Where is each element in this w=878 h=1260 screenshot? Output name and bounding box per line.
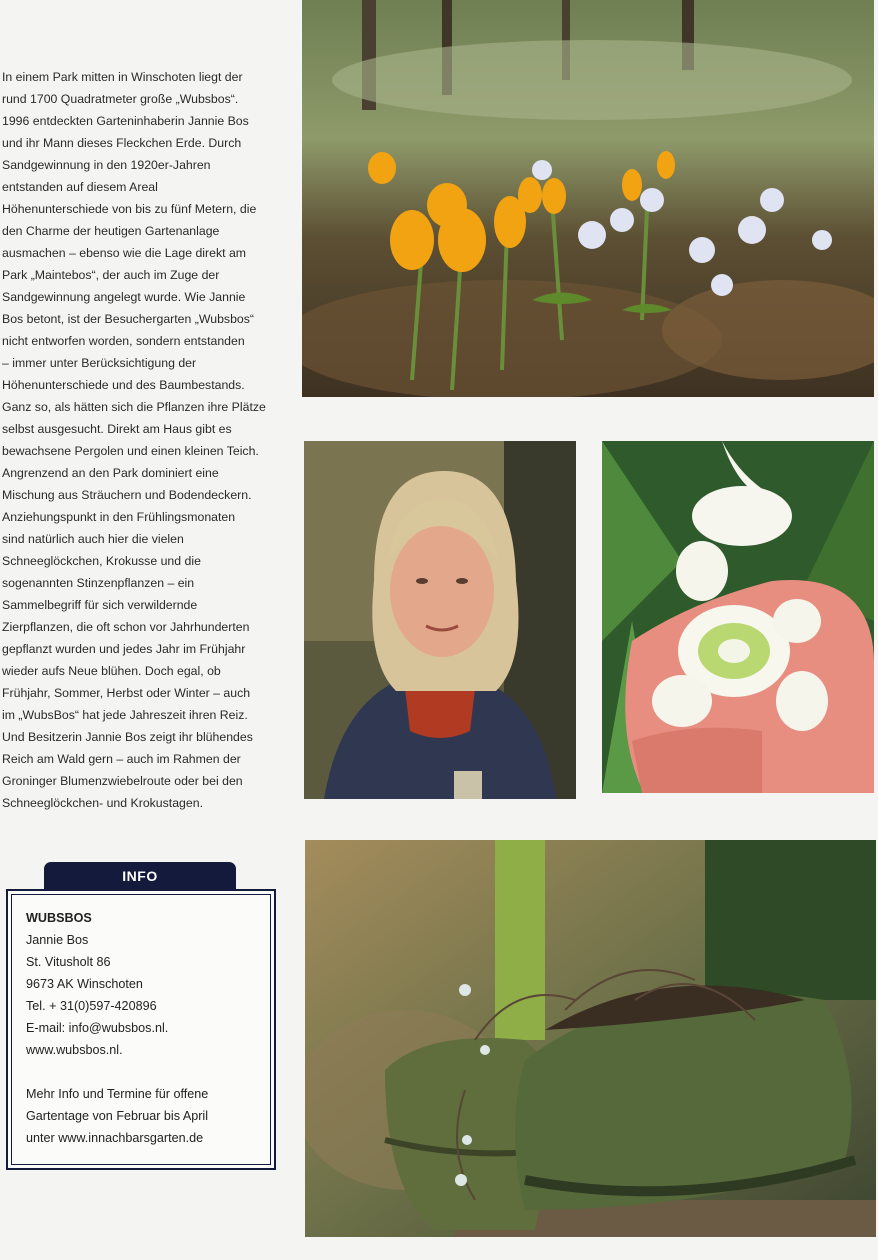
article-line: Anziehungspunkt in den Frühlingsmonaten [2,510,236,524]
info-spacer [26,1061,264,1083]
article-line: Höhenunterschiede und des Baumbestands. [2,378,245,392]
info-website: www.wubsbos.nl. [26,1043,123,1057]
article-line: Bos betont, ist der Besuchergarten „Wubsbos“ [2,312,254,326]
article-line: Sammelbegriff für sich verwildernde [2,598,198,612]
article-line: selbst ausgesucht. Direkt am Haus gibt es [2,422,232,436]
article-line: ausmachen – ebenso wie die Lage direkt am [2,246,247,260]
info-more-line: Gartentage von Februar bis April [26,1109,209,1123]
article-line: – immer unter Berücksichtigung der [2,356,197,370]
article-line: Angrenzend an den Park dominiert eine [2,466,219,480]
info-more-line: unter www.innachbarsgarten.de [26,1131,204,1145]
article-line: sogenannten Stinzenpflanzen – ein [2,576,195,590]
article-line: Mischung aus Sträuchern und Bodendeckern. [2,488,252,502]
info-street: St. Vitusholt 86 [26,955,111,969]
snowdrop-in-hand-photo [602,441,874,793]
info-contact: Jannie Bos [26,933,89,947]
article-line: sind natürlich auch hier die vielen [2,532,184,546]
info-name: WUBSBOS [26,911,92,925]
article-line: gepflanzt wurden und jedes Jahr im Frühjahr [2,642,246,656]
article-line: 1996 entdeckten Garteninhaberin Jannie Bos [2,114,249,128]
article-line: im „WubsBos“ hat jede Jahreszeit ihren Reiz. [2,708,248,722]
info-more-line: Mehr Info und Termine für offene [26,1087,209,1101]
info-content [26,907,264,1149]
info-city: 9673 AK Winschoten [26,977,143,991]
article-line: nicht entworfen worden, sondern entstanden [2,334,245,348]
article-body [2,66,274,814]
article-line: Schneeglöckchen- und Krokustagen. [2,796,203,810]
article-line: Frühjahr, Sommer, Herbst oder Winter – auch [2,686,251,700]
crocus-snowdrop-photo [302,0,874,397]
woman-portrait-photo [304,441,576,799]
article-line: Schneeglöckchen, Krokusse und die [2,554,201,568]
article-line: Höhenunterschiede von bis zu fünf Metern, die [2,202,257,216]
article-line: den Charme der heutigen Gartenanlage [2,224,220,238]
article-line: Sandgewinnung in den 1920er-Jahren [2,158,211,172]
info-tab-label: INFO [122,868,158,884]
article-line: Park „Maintebos“, der auch im Zuge der [2,268,220,282]
article-line: Ganz so, als hätten sich die Pflanzen ihre Plätze [2,400,266,414]
article-line: Groninger Blumenzwiebelroute oder bei den [2,774,243,788]
article-line: Zierpflanzen, die oft schon vor Jahrhunderten [2,620,250,634]
info-email: E-mail: info@wubsbos.nl. [26,1021,169,1035]
info-phone: Tel. + 31(0)597-420896 [26,999,157,1013]
article-line: Reich am Wald gern – auch im Rahmen der [2,752,241,766]
info-box [6,889,276,1170]
planted-shoes-photo [305,840,876,1237]
article-line: rund 1700 Quadratmeter große „Wubsbos“. [2,92,239,106]
info-tab [44,862,236,890]
article-line: bewachsene Pergolen und einen kleinen Teich. [2,444,259,458]
article-line: und ihr Mann dieses Fleckchen Erde. Durch [2,136,242,150]
article-line: Sandgewinnung angelegt wurde. Wie Jannie [2,290,246,304]
article-line: Und Besitzerin Jannie Bos zeigt ihr blühendes [2,730,253,744]
article-line: entstanden auf diesem Areal [2,180,158,194]
article-line: wieder aufs Neue blühen. Doch egal, ob [2,664,221,678]
article-line: In einem Park mitten in Winschoten liegt der [2,70,243,84]
